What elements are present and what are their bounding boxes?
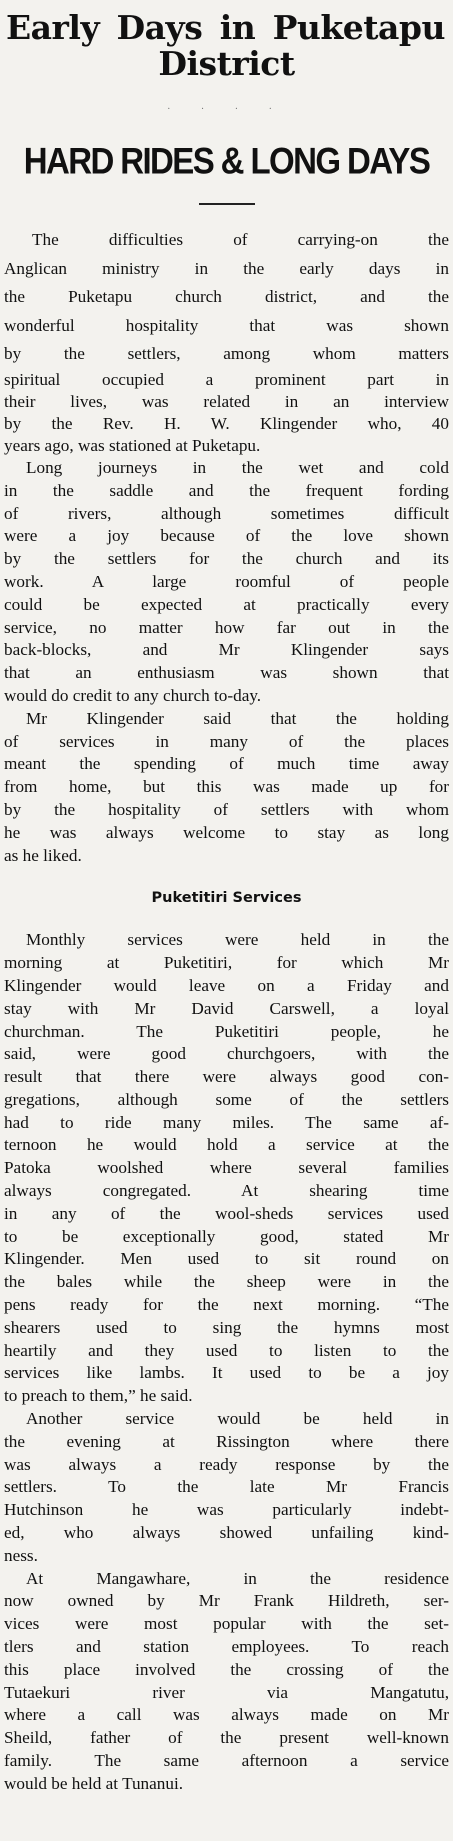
text-line: by the Rev. H. W. Klingender who, 40: [4, 413, 449, 433]
text-line: was always a ready response by the: [4, 1454, 449, 1474]
text-line: shearers used to sing the hymns most: [4, 1317, 449, 1337]
text-line: in the saddle and the frequent fording: [4, 480, 449, 500]
text-line: ness.: [4, 1545, 38, 1565]
headline-word: in: [219, 8, 256, 47]
article-body: [4, 226, 449, 1796]
text-line: work. A large roomful of people: [4, 571, 449, 591]
text-line: to be exceptionally good, stated Mr: [4, 1226, 449, 1246]
text-line: heartily and they used to listen to the: [4, 1340, 449, 1360]
paragraph: [4, 457, 449, 708]
text-line: that an enthusiasm was shown that: [4, 663, 449, 683]
text-line: Klingender. Men used to sit round on: [4, 1249, 449, 1269]
text-line: by the hospitality of settlers with whom: [4, 799, 449, 819]
text-line: back-blocks, and Mr Klingender says: [4, 640, 449, 660]
text-line: by the settlers for the church and its: [4, 549, 449, 569]
text-line: Klingender would leave on a Friday and: [4, 975, 449, 995]
text-line: The difficulties of carrying-on the: [32, 230, 449, 249]
text-line: churchman. The Puketitiri people, he: [4, 1021, 449, 1041]
text-line: At Mangawhare, in the residence: [26, 1568, 449, 1588]
text-line: stay with Mr David Carswell, a loyal: [4, 998, 449, 1018]
text-line: vices were most popular with the set-: [4, 1614, 449, 1634]
text-line: gregations, although some of the settlers: [4, 1089, 449, 1109]
text-line: said, were good churchgoers, with the: [4, 1044, 449, 1064]
headline: [0, 10, 453, 82]
text-line: Long journeys in the wet and cold: [26, 457, 449, 477]
headline-line-2: District: [158, 44, 295, 83]
text-line: ed, who always showed unfailing kind-: [4, 1523, 449, 1543]
text-line: had to ride many miles. The same af-: [4, 1112, 449, 1132]
text-line: to preach to them,” he said.: [4, 1386, 193, 1406]
text-line: in any of the wool-sheds services used: [4, 1203, 449, 1223]
text-line: this place involved the crossing of the: [4, 1659, 449, 1679]
headline-line-1: [0, 10, 453, 46]
text-line: Monthly services were held in the: [26, 930, 449, 950]
text-line: Patoka woolshed where several families: [4, 1158, 449, 1178]
text-line: their lives, was related in an interview: [4, 391, 449, 411]
text-line: he was always welcome to stay as long: [4, 822, 449, 842]
paragraph: [4, 708, 449, 868]
text-line: tlers and station employees. To reach: [4, 1637, 449, 1657]
paragraph: [4, 1568, 449, 1796]
text-line: ternoon he would hold a service at the: [4, 1135, 449, 1155]
text-line: result that there were always good con-: [4, 1067, 449, 1087]
text-line: the Puketapu church district, and the: [4, 287, 449, 307]
text-line: Tutaekuri river via Mangatutu,: [4, 1682, 449, 1702]
text-line: of services in many of the places: [4, 731, 449, 751]
text-line: spiritual occupied a prominent part in: [4, 369, 449, 389]
text-line: years ago, was stationed at Puketapu.: [4, 435, 261, 455]
text-line: always congregated. At shearing time: [4, 1181, 449, 1201]
text-line: wonderful hospitality that was shown: [4, 315, 449, 335]
heading-rule: [199, 203, 255, 205]
text-line: by the settlers, among whom matters: [4, 344, 449, 364]
text-line: would do credit to any church to-day.: [4, 685, 262, 705]
text-line: as he liked.: [4, 845, 82, 865]
text-line: the bales while the sheep were in the: [4, 1272, 449, 1292]
text-line: would be held at Tunanui.: [4, 1773, 184, 1793]
text-line: Sheild, father of the present well-known: [4, 1728, 449, 1748]
text-line: Mr Klingender said that the holding: [26, 708, 449, 728]
text-line: could be expected at practically every: [4, 594, 449, 614]
text-line: family. The same afternoon a service: [4, 1751, 449, 1770]
text-line: Hutchinson he was particularly indebt-: [4, 1500, 449, 1520]
text-line: Anglican ministry in the early days in: [4, 258, 449, 278]
paragraph: [4, 226, 449, 457]
text-line: of rivers, although sometimes difficult: [4, 503, 449, 523]
headline-word: Puketapu: [272, 8, 445, 47]
main-heading: HARD RIDES & LONG DAYS: [23, 139, 430, 182]
paragraph: [4, 1408, 449, 1568]
text-line: were a joy because of the love shown: [4, 526, 449, 546]
text-line: now owned by Mr Frank Hildreth, ser-: [4, 1591, 449, 1611]
print-specks: · · · ·: [167, 104, 286, 115]
text-line: from home, but this was made up for: [4, 777, 449, 797]
text-line: settlers. To the late Mr Francis: [4, 1477, 449, 1497]
text-line: where a call was always made on Mr: [4, 1705, 449, 1725]
text-line: services like lambs. It used to be a joy: [4, 1363, 449, 1383]
headline-word: Days: [116, 8, 203, 47]
text-line: the evening at Rissington where there: [4, 1431, 449, 1451]
text-line: morning at Puketitiri, for which Mr: [4, 953, 449, 973]
text-line: Another service would be held in: [26, 1409, 449, 1429]
text-line: pens ready for the next morning. “The: [4, 1295, 449, 1315]
headline-word: Early: [6, 8, 100, 47]
subheading: Puketitiri Services: [151, 890, 302, 907]
text-line: meant the spending of much time away: [4, 754, 449, 774]
text-line: service, no matter how far out in the: [4, 617, 449, 637]
paragraph: [4, 929, 449, 1408]
